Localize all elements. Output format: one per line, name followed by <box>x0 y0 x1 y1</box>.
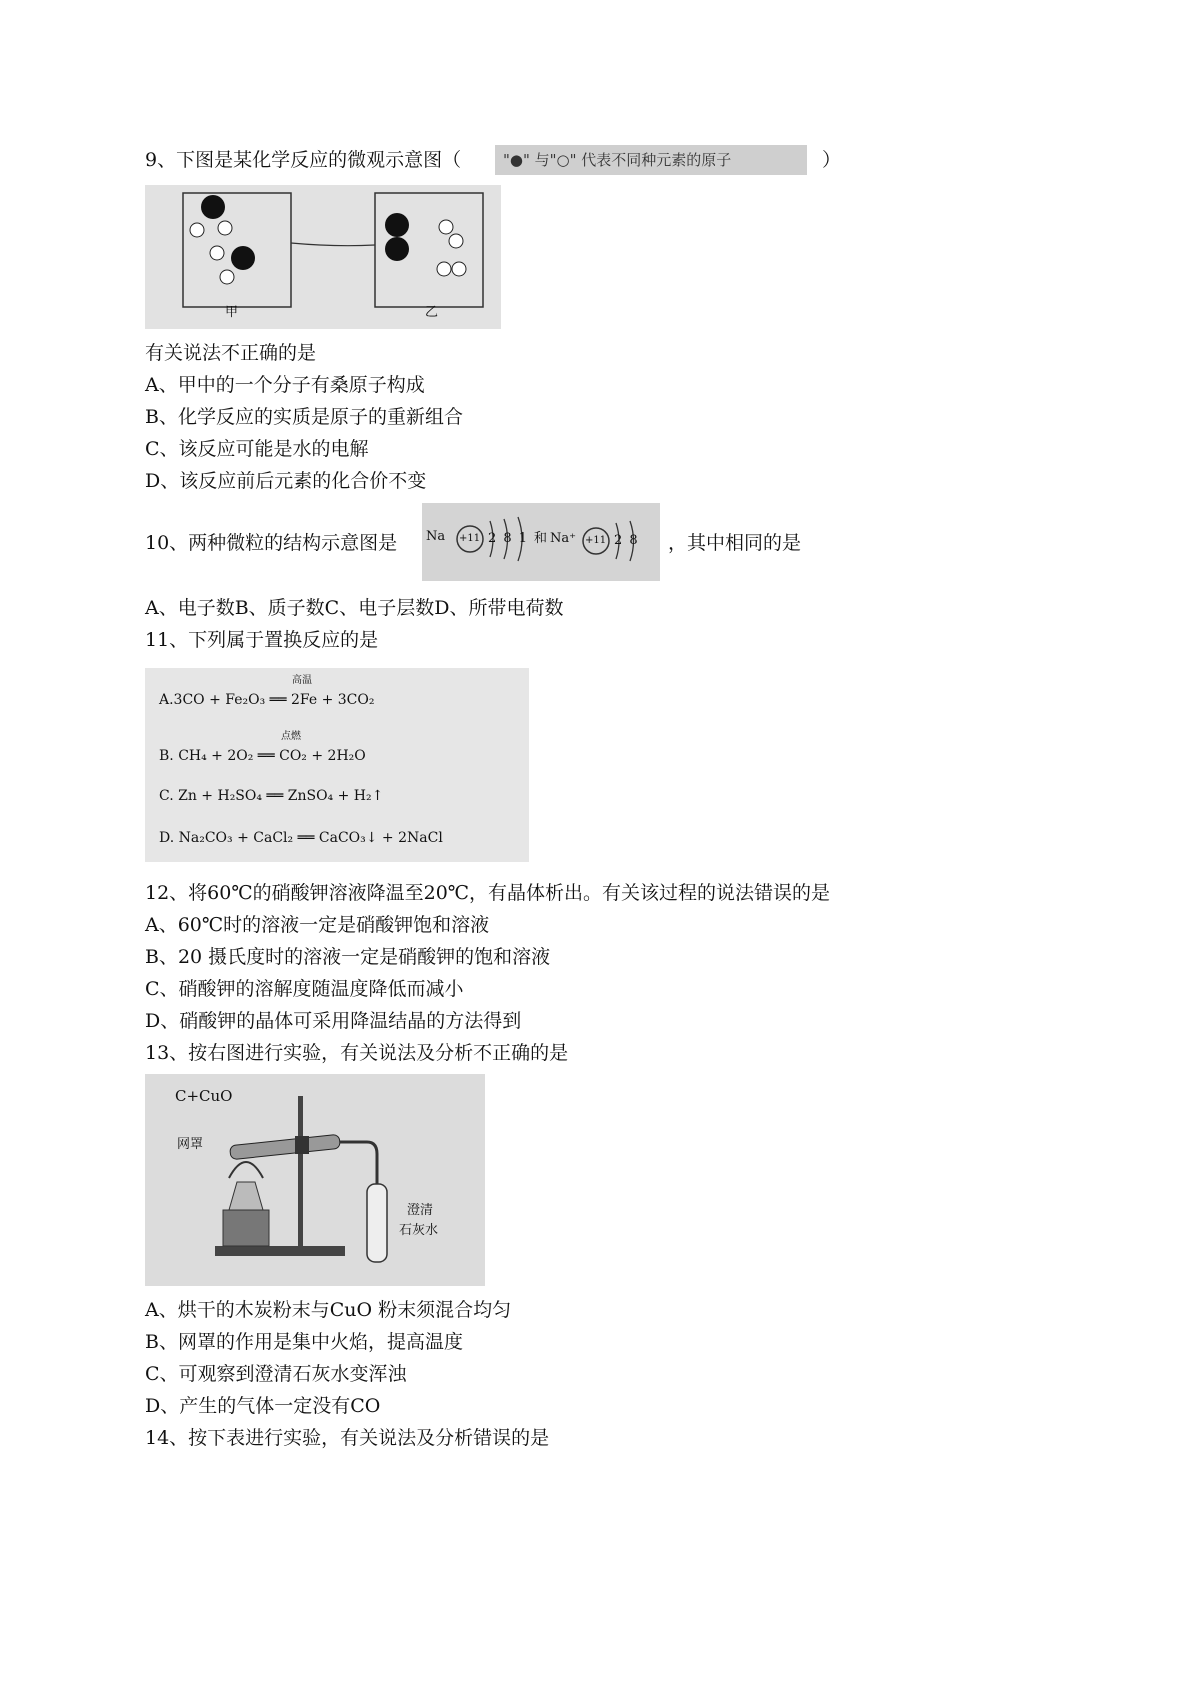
fig-label-left: 甲 <box>225 305 239 320</box>
white-atom <box>449 234 463 248</box>
reagent-label: C+CuO <box>175 1087 233 1105</box>
mesh-cover <box>229 1162 263 1178</box>
q10-stem-before: 10、两种微粒的结构示意图是 <box>145 532 398 554</box>
na-shells: 2 8 1 <box>488 531 528 546</box>
limewater-label-2: 石灰水 <box>399 1223 439 1238</box>
white-atom <box>452 262 466 276</box>
equation-c: C. Zn + H₂SO₄ ══ ZnSO₄ + H₂↑ <box>159 788 384 804</box>
q9-legend-image <box>495 145 807 175</box>
q12-option-c: C、硝酸钾的溶解度随温度降低而减小 <box>145 978 464 1000</box>
stand-rod <box>298 1096 303 1248</box>
lamp <box>229 1182 263 1210</box>
na-ion-nucleus: +11 <box>585 535 607 546</box>
white-atom <box>437 262 451 276</box>
clamp <box>295 1136 309 1154</box>
q9-prompt: 有关说法不正确的是 <box>145 342 317 364</box>
q12-option-b: B、20 摄氏度时的溶液一定是硝酸钾的饱和溶液 <box>145 946 551 968</box>
black-atom <box>201 195 225 219</box>
na-symbol: Na <box>426 529 446 544</box>
q11-stem: 11、下列属于置换反应的是 <box>145 629 379 651</box>
q9-stem <box>145 148 461 172</box>
white-atom <box>218 221 232 235</box>
fig-and: 和 <box>534 531 548 546</box>
q13-apparatus-image <box>145 1074 485 1286</box>
q12-stem: 12、将60℃的硝酸钾溶液降温至20℃，有晶体析出。有关该过程的说法错误的是 <box>145 882 831 904</box>
q9-option-a: A、甲中的一个分子有桑原子构成 <box>145 374 425 396</box>
q10-structure-image <box>422 503 660 581</box>
q11-equations-image <box>145 668 529 862</box>
white-atom <box>220 270 234 284</box>
white-atom <box>210 246 224 260</box>
equation-b: B. CH₄ + 2O₂ ══ CO₂ + 2H₂O <box>159 748 366 764</box>
q9-reaction-diagram <box>145 185 501 329</box>
q13-option-b: B、网罩的作用是集中火焰，提高温度 <box>145 1331 463 1353</box>
q9-option-d: D、该反应前后元素的化合价不变 <box>145 470 427 492</box>
black-atom <box>231 246 255 270</box>
q14-stem: 14、按下表进行实验，有关说法及分析错误的是 <box>145 1427 550 1449</box>
equation-a: A.3CO + Fe₂O₃ ══ 2Fe + 3CO₂ <box>159 692 375 708</box>
q9-legend-text: "●" 与"○" 代表不同种元素的原子 <box>503 151 732 169</box>
black-atom <box>385 237 409 261</box>
na-ion-shells: 2 8 <box>614 533 638 548</box>
q12-option-d: D、硝酸钾的晶体可采用降温结晶的方法得到 <box>145 1010 522 1032</box>
q10-options: A、电子数B、质子数C、电子层数D、所带电荷数 <box>145 597 564 619</box>
na-ion-symbol: Na⁺ <box>550 531 576 546</box>
eq-b-condition: 点燃 <box>281 731 301 742</box>
q13-option-c: C、可观察到澄清石灰水变浑浊 <box>145 1363 407 1385</box>
limewater-label-1: 澄清 <box>407 1203 434 1218</box>
white-atom <box>190 223 204 237</box>
q10-stem-after: ，其中相同的是 <box>668 532 802 554</box>
q9-option-b: B、化学反应的实质是原子的重新组合 <box>145 406 463 428</box>
q13-stem: 13、按右图进行实验，有关说法及分析不正确的是 <box>145 1042 569 1064</box>
na-nucleus: +11 <box>459 533 481 544</box>
stand-base <box>215 1246 345 1256</box>
q13-option-d: D、产生的气体一定没有CO <box>145 1395 381 1417</box>
q9-stem-before: 9、下图是某化学反应的微观示意图（ <box>145 149 462 171</box>
q9-reaction-svg <box>145 185 501 329</box>
eq-a-condition: 高温 <box>292 675 312 686</box>
white-atom <box>439 220 453 234</box>
reaction-arrow <box>291 243 375 246</box>
equation-d: D. Na₂CO₃ + CaCl₂ ══ CaCO₃↓ + 2NaCl <box>159 830 443 846</box>
q9-stem-after: ） <box>822 149 842 171</box>
q9-option-c: C、该反应可能是水的电解 <box>145 438 369 460</box>
limewater-tube <box>367 1184 387 1262</box>
black-atom <box>385 213 409 237</box>
q12-option-a: A、60℃时的溶液一定是硝酸钾饱和溶液 <box>145 914 490 936</box>
burner-block <box>223 1210 269 1246</box>
test-tube <box>230 1134 341 1159</box>
fig-label-right: 乙 <box>425 305 439 320</box>
q13-option-a: A、烘干的木炭粉末与CuO 粉末须混合均匀 <box>145 1299 512 1321</box>
mesh-label: 网罩 <box>177 1137 204 1152</box>
